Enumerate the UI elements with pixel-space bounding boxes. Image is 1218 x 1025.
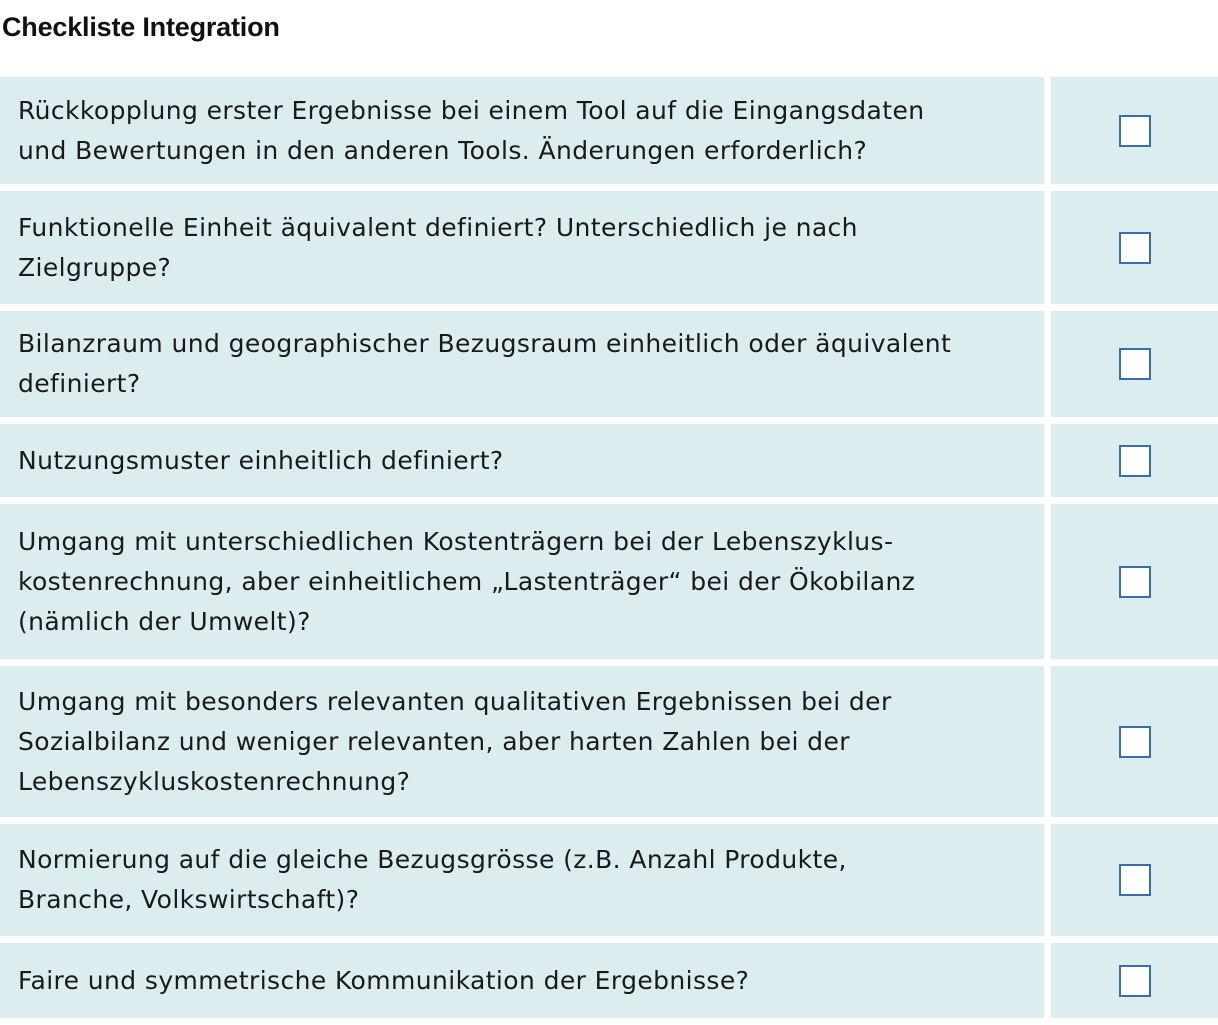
column-divider	[1044, 943, 1051, 1018]
checklist-table	[0, 77, 1218, 1025]
checklist-checkbox[interactable]	[1119, 864, 1151, 896]
checklist-row	[0, 311, 1218, 417]
column-divider	[1044, 191, 1051, 304]
checklist-checkbox[interactable]	[1119, 726, 1151, 758]
checklist-checkbox[interactable]	[1119, 445, 1151, 477]
checklist-checkbox[interactable]	[1119, 232, 1151, 264]
checklist-row	[0, 77, 1218, 184]
column-divider	[1044, 77, 1051, 184]
checklist-checkbox[interactable]	[1119, 965, 1151, 997]
checklist-item-text: Nutzungsmuster einheitlich definiert?	[0, 424, 1044, 497]
column-divider	[1044, 666, 1051, 817]
checkbox-cell	[1051, 943, 1218, 1018]
checklist-item-text: Rückkopplung erster Ergebnisse bei einem Tool auf die Eingangsdaten und Bewertungen in den anderen Tools. Änderungen erforderlich?	[0, 77, 1044, 184]
checkbox-cell	[1051, 504, 1218, 659]
checklist-row	[0, 424, 1218, 497]
checkbox-cell	[1051, 77, 1218, 184]
checkbox-cell	[1051, 666, 1218, 817]
column-divider	[1044, 504, 1051, 659]
checklist-checkbox[interactable]	[1119, 115, 1151, 147]
column-divider	[1044, 311, 1051, 417]
checklist-checkbox[interactable]	[1119, 566, 1151, 598]
checkbox-cell	[1051, 311, 1218, 417]
checklist-item-text: Normierung auf die gleiche Bezugsgrösse (z.B. Anzahl Produkte, Branche, Volkswirtschaft)?	[0, 824, 1044, 936]
checklist-item-text: Faire und symmetrische Kommunikation der Ergebnisse?	[0, 943, 1044, 1018]
checklist-row	[0, 191, 1218, 304]
checkbox-cell	[1051, 191, 1218, 304]
checklist-row	[0, 943, 1218, 1018]
checklist-row	[0, 824, 1218, 936]
checklist-item-text: Umgang mit unterschiedlichen Kostenträgern bei der Lebenszyklus- kostenrechnung, aber einheitlichem „Lastenträger“ bei der Ökobilanz (nämlich der Umwelt)?	[0, 504, 1044, 659]
column-divider	[1044, 424, 1051, 497]
checkbox-cell	[1051, 424, 1218, 497]
checklist-item-text: Funktionelle Einheit äquivalent definiert? Unterschiedlich je nach Zielgruppe?	[0, 191, 1044, 304]
checklist-row	[0, 666, 1218, 817]
checklist-item-text: Umgang mit besonders relevanten qualitativen Ergebnissen bei der Sozialbilanz und weniger relevanten, aber harten Zahlen bei der Lebenszykluskostenrechnung?	[0, 666, 1044, 817]
checklist-row	[0, 504, 1218, 659]
checklist-item-text: Bilanzraum und geographischer Bezugsraum einheitlich oder äquivalent definiert?	[0, 311, 1044, 417]
column-divider	[1044, 824, 1051, 936]
checkbox-cell	[1051, 824, 1218, 936]
checklist-checkbox[interactable]	[1119, 348, 1151, 380]
checklist-title: Checkliste Integration	[2, 12, 280, 42]
